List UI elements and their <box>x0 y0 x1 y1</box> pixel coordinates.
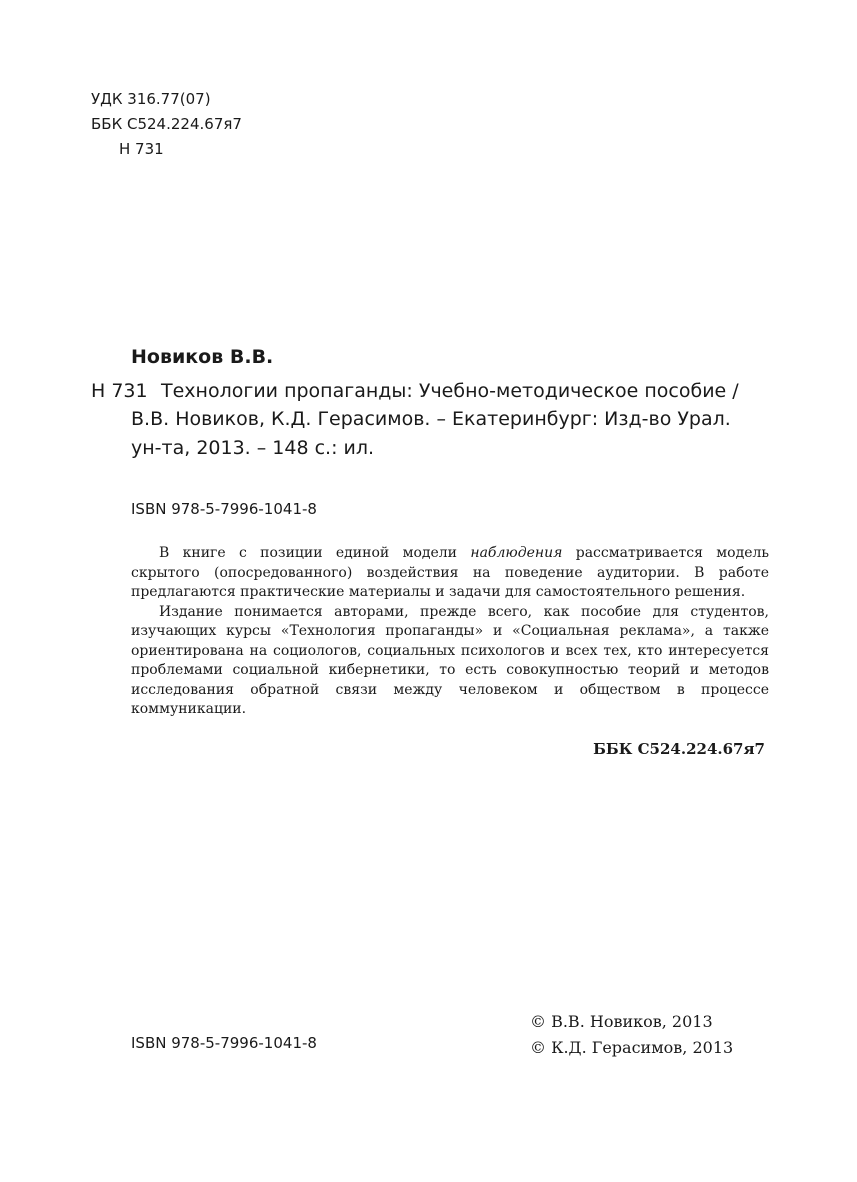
entry-author: Новиков В.В. <box>131 346 274 368</box>
copyright-line: © В.В. Новиков, 2013 <box>530 1012 713 1031</box>
bbk-code-bottom: ББК С524.224.67я7 <box>593 740 765 758</box>
bbk-code: ББК С524.224.67я7 <box>91 115 242 133</box>
annotation-text: рассматривается модель скрытого (опосредованного) воздействия на поведение аудитории. В работе предлагаются практические материалы и задачи для самостоятельного решения. <box>131 545 769 600</box>
entry-publication-line: ун-та, 2013. – 148 с.: ил. <box>131 437 375 459</box>
annotation-paragraph-2: Издание понимается авторами, прежде всего, как пособие для студентов, изучающих курсы «Технология пропаганды» и «Социальная реклама», а также ориентирована на социологов, социальных психологов и всех тех, кто интересуется проблемами социальной кибернетики, то есть совокупностью теорий и методов исследования обратной связи между человеком и обществом в процессе коммуникации. <box>131 603 769 717</box>
author-mark: Н 731 <box>119 140 164 158</box>
annotation-paragraph-1 <box>131 544 769 603</box>
isbn: ISBN 978-5-7996-1041-8 <box>131 500 317 518</box>
udk-code: УДК 316.77(07) <box>91 90 211 108</box>
annotation-text: В книге с позиции единой модели <box>159 545 471 561</box>
entry-title-line: Технологии пропаганды: Учебно-методическое пособие / <box>161 380 739 402</box>
annotation-italic-term: наблюдения <box>470 545 563 561</box>
copyright-line: © К.Д. Герасимов, 2013 <box>530 1038 734 1057</box>
entry-author-mark: Н 731 <box>91 380 148 402</box>
annotation <box>131 544 769 720</box>
entry-authors-line: В.В. Новиков, К.Д. Герасимов. – Екатеринбург: Изд-во Урал. <box>131 408 731 430</box>
isbn-bottom: ISBN 978-5-7996-1041-8 <box>131 1034 317 1052</box>
